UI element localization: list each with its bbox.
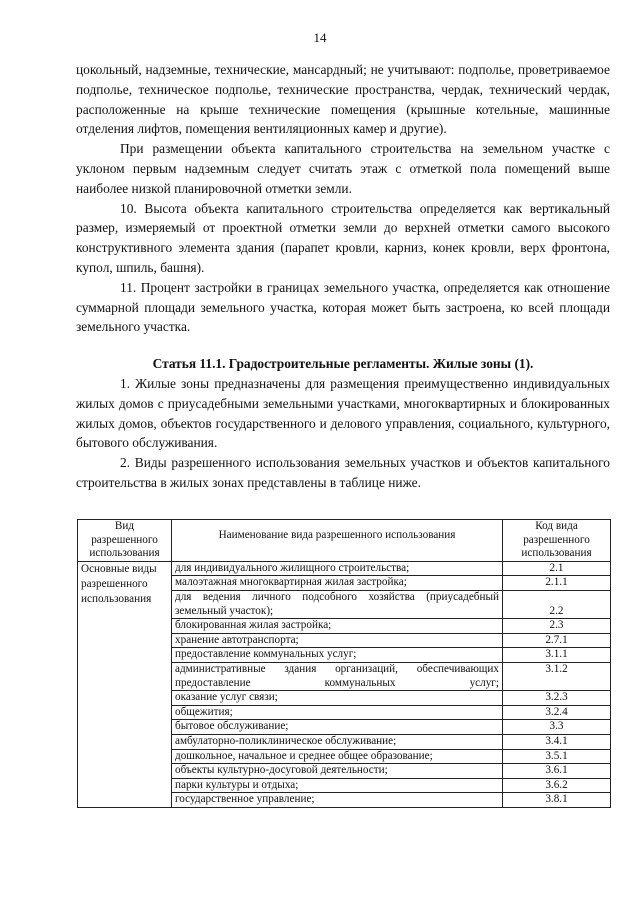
use-name-cell: бытовое обслуживание; xyxy=(172,720,503,735)
use-name-cell: парки культуры и отдыха; xyxy=(172,778,503,793)
use-name-cell: административные здания организаций, обеспечивающих предоставление коммунальных услуг; xyxy=(172,662,503,690)
use-name-cell: блокированная жилая застройка; xyxy=(172,619,503,634)
use-code-cell: 3.1.2 xyxy=(503,662,611,690)
use-name-cell: оказание услуг связи; xyxy=(172,691,503,706)
use-code-cell: 3.6.2 xyxy=(503,778,611,793)
use-code-cell: 3.2.3 xyxy=(503,691,611,706)
paragraph-building-height: 10. Высота объекта капитального строительства определяется как вертикальный размер, измеряемый от проектной отметки земли до верхней отметки самого высокого конструктивного элемента здания (парапет кровли, карниз, конек кровли, верх фронтона, купол, шпиль, башня). xyxy=(76,200,610,275)
use-name-cell: государственное управление; xyxy=(172,793,503,808)
table-header-row xyxy=(78,520,611,562)
paragraph-floors-list: цокольный, надземные, технические, мансардный; не учитывают: подполье, проветриваемое подполье, техническое подполье, технические пространства, чердак, технический чердак, расположенные на крыше технические помещения (крышные котельные, машинные отделения лифтов, помещения вентиляционных камер и другие). xyxy=(76,62,610,137)
use-name-cell: хранение автотранспорта; xyxy=(172,633,503,648)
article-heading: Статья 11.1. Градостроительные регламенты. Жилые зоны (1). xyxy=(152,356,534,372)
use-name-cell: предоставление коммунальных услуг; xyxy=(172,648,503,663)
body-text xyxy=(76,60,610,493)
use-code-cell: 3.4.1 xyxy=(503,734,611,749)
paragraph-slope-rule: При размещении объекта капитального строительства на земельном участке с уклоном первым надземным следует считать этаж с отметкой пола помещений выше наиболее низкой планировочной отметки земли. xyxy=(76,141,610,196)
use-name-cell: общежития; xyxy=(172,705,503,720)
use-code-cell: 2.3 xyxy=(503,619,611,634)
use-code-cell: 2.2 xyxy=(503,590,611,618)
paragraph-permitted-uses: 2. Виды разрешенного использования земельных участков и объектов капитального строительства в жилых зонах представлены в таблице ниже. xyxy=(76,455,610,490)
header-use-type: Вид разрешенного использования xyxy=(78,520,172,562)
use-name-cell: для индивидуального жилищного строительства; xyxy=(172,561,503,576)
paragraph-building-percent: 11. Процент застройки в границах земельного участка, определяется как отношение суммарной площади земельного участка, которая может быть застроена, ко всей площади земельного участка. xyxy=(76,279,610,335)
use-code-cell: 3.8.1 xyxy=(503,793,611,808)
use-code-cell: 3.1.1 xyxy=(503,648,611,663)
use-code-cell: 2.1.1 xyxy=(503,576,611,591)
use-code-cell: 3.6.1 xyxy=(503,764,611,779)
use-name-cell: амбулаторно-поликлиническое обслуживание; xyxy=(172,734,503,749)
header-use-name-text: Наименование вида разрешенного использования xyxy=(218,529,456,541)
table-body xyxy=(78,561,611,807)
group-label-cell: Основные виды разрешенного использования xyxy=(78,561,172,807)
use-name-cell: для ведения личного подсобного хозяйства (приусадебный земельный участок); xyxy=(172,590,503,618)
header-use-name xyxy=(172,520,503,562)
use-code-cell: 3.2.4 xyxy=(503,705,611,720)
permitted-use-table xyxy=(77,519,611,808)
header-use-code: Код вида разрешенного использования xyxy=(503,520,611,562)
table-row xyxy=(78,561,611,576)
use-name-cell: дошкольное, начальное и среднее общее образование; xyxy=(172,749,503,764)
use-code-cell: 3.5.1 xyxy=(503,749,611,764)
page-number: 14 xyxy=(313,30,327,45)
use-code-cell: 2.1 xyxy=(503,561,611,576)
use-name-cell: объекты культурно-досуговой деятельности; xyxy=(172,764,503,779)
paragraph-residential-zones: 1. Жилые зоны предназначены для размещения преимущественно индивидуальных жилых домов с приусадебными земельными участками, многоквартирных и блокированных жилых домов, объектов государственного и делового управления, социального, культурного, бытового обслуживания. xyxy=(76,375,610,451)
use-code-cell: 3.3 xyxy=(503,720,611,735)
use-name-cell: малоэтажная многоквартирная жилая застройка; xyxy=(172,576,503,591)
use-code-cell: 2.7.1 xyxy=(503,633,611,648)
